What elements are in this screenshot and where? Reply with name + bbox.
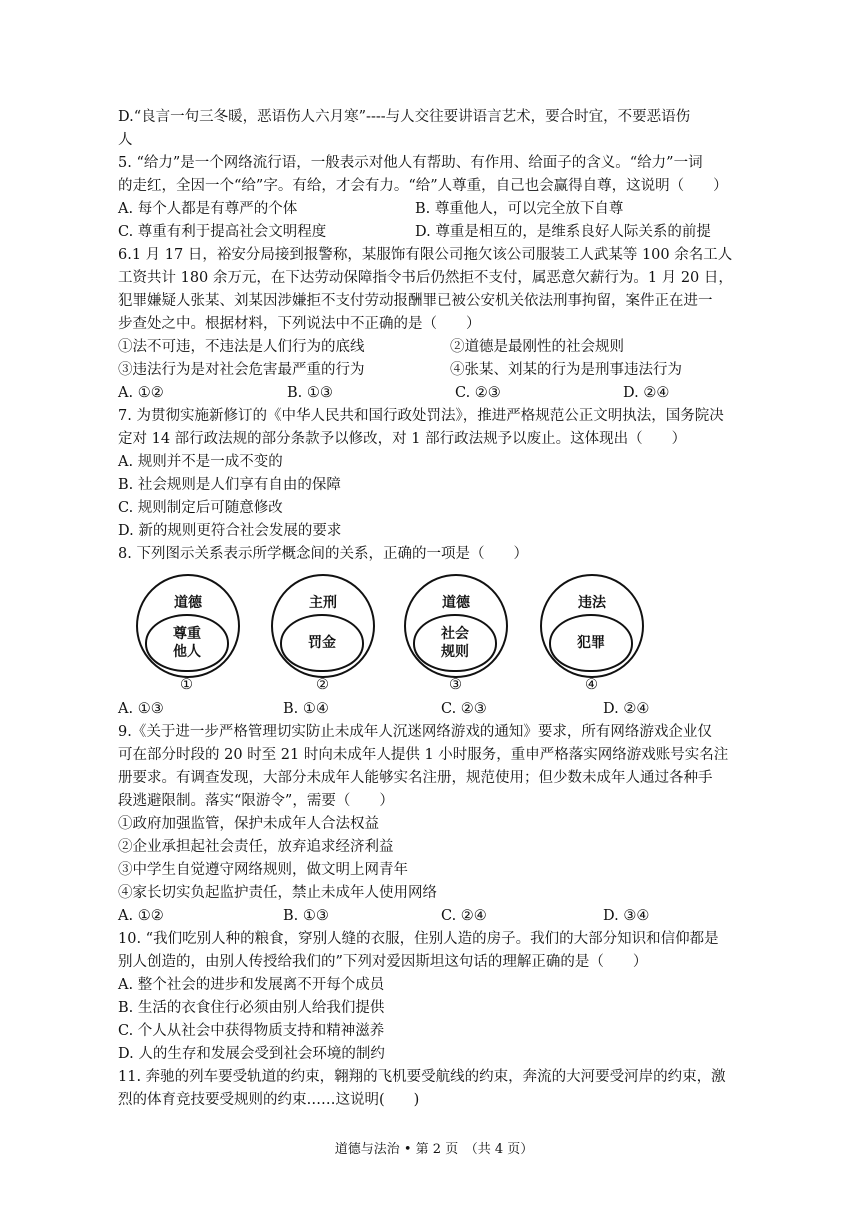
diagram-1-number: ① <box>180 677 193 693</box>
q6-stem-3: 犯罪嫌疑人张某、刘某因涉嫌拒不支付劳动报酬罪已被公安机关依法刑事拘留，案件正在进一 <box>118 293 713 309</box>
diagram-3-outer-label: 道德 <box>442 595 470 611</box>
q6-stem-4: 步查处之中。根据材料，下列说法中不正确的是（ ） <box>118 316 481 332</box>
q5-option-c: C. 尊重有利于提高社会文明程度 <box>118 224 327 240</box>
q8-option-c: C. ②③ <box>441 701 487 717</box>
q9-option-a: A. ①② <box>118 908 164 924</box>
diagram-2-outer-label: 主刑 <box>309 595 337 611</box>
q6-statement-3: ③违法行为是对社会危害最严重的行为 <box>118 362 365 378</box>
q9-stem-3: 册要求。有调查发现，大部分未成年人能够实名注册，规范使用；但少数未成年人通过各种手 <box>118 770 713 786</box>
q9-statement-1: ①政府加强监管，保护未成年人合法权益 <box>118 816 379 832</box>
q6-statement-2: ②道德是最刚性的社会规则 <box>450 339 624 355</box>
q9-stem-2: 可在部分时段的 20 时至 21 时向未成年人提供 1 小时服务，重申严格落实网络游戏账号实名注 <box>118 747 729 763</box>
q9-stem: 9.《关于进一步严格管理切实防止未成年人沉迷网络游戏的通知》要求，所有网络游戏企业仅 <box>118 724 712 740</box>
diagram-4-number: ④ <box>585 677 598 693</box>
diagram-4-inner-label: 犯罪 <box>549 614 633 672</box>
q5-stem: 5. “给力”是一个网络流行语，一般表示对他人有帮助、有作用、给面子的含义。“给力”一词 <box>118 155 703 171</box>
diagram-2-number: ② <box>316 677 329 693</box>
diagram-1 <box>136 574 240 678</box>
q8-option-d: D. ②④ <box>603 701 650 717</box>
q9-statement-4: ④家长切实负起监护责任，禁止未成年人使用网络 <box>118 885 437 901</box>
diagram-3-number: ③ <box>449 677 462 693</box>
q5-option-d: D. 尊重是相互的，是维系良好人际关系的前提 <box>415 224 711 240</box>
q7-option-c: C. 规则制定后可随意修改 <box>118 500 283 516</box>
q10-option-c: C. 个人从社会中获得物质支持和精神滋养 <box>118 1023 385 1039</box>
diagram-4 <box>540 574 644 678</box>
diagram-1-outer-label: 道德 <box>174 595 202 611</box>
diagram-2-inner-label: 罚金 <box>280 614 364 672</box>
q6-option-b: B. ①③ <box>287 385 333 401</box>
q9-option-b: B. ①③ <box>283 908 329 924</box>
q6-option-a: A. ①② <box>118 385 164 401</box>
q9-stem-4: 段逃避限制。落实“限游令”，需要（ ） <box>118 793 394 809</box>
q4-option-d: D.“良言一句三冬暖，恶语伤人六月寒”----与人交往要讲语言艺术，要合时宜，不要恶语伤 <box>118 109 691 125</box>
q9-option-c: C. ②④ <box>441 908 487 924</box>
q10-option-d: D. 人的生存和发展会受到社会环境的制约 <box>118 1046 385 1062</box>
q6-statement-4: ④张某、刘某的行为是刑事违法行为 <box>450 362 682 378</box>
q6-stem: 6.1 月 17 日，裕安分局接到报警称，某服饰有限公司拖欠该公司服装工人武某等 100 余名工人 <box>118 247 733 263</box>
diagram-3-inner-label: 社会 规则 <box>413 614 497 672</box>
q6-option-c: C. ②③ <box>455 385 501 401</box>
q6-statement-1: ①法不可违，不违法是人们行为的底线 <box>118 339 365 355</box>
page-footer: 道德与法治 • 第 2 页 （共 4 页） <box>334 1142 534 1157</box>
q10-option-a: A. 整个社会的进步和发展离不开每个成员 <box>118 977 385 993</box>
diagram-2 <box>271 574 375 678</box>
q7-option-b: B. 社会规则是人们享有自由的保障 <box>118 477 341 493</box>
q9-statement-3: ③中学生自觉遵守网络规则，做文明上网青年 <box>118 862 408 878</box>
q8-option-b: B. ①④ <box>283 701 329 717</box>
q7-option-d: D. 新的规则更符合社会发展的要求 <box>118 523 342 539</box>
q9-option-d: D. ③④ <box>603 908 650 924</box>
q9-statement-2: ②企业承担起社会责任，放弃追求经济利益 <box>118 839 394 855</box>
q8-option-a: A. ①③ <box>118 701 164 717</box>
q7-option-a: A. 规则并不是一成不变的 <box>118 454 283 470</box>
q10-stem-cont: 别人创造的，由别人传授给我们的”下列对爱因斯坦这句话的理解正确的是（ ） <box>118 954 648 970</box>
diagram-1-inner-label: 尊重 他人 <box>145 614 229 672</box>
q11-stem: 11. 奔驰的列车要受轨道的约束，翱翔的飞机要受航线的约束，奔流的大河要受河岸的约束，激 <box>118 1069 726 1085</box>
q10-option-b: B. 生活的衣食住行必须由别人给我们提供 <box>118 1000 385 1016</box>
q10-stem: 10. “我们吃别人种的粮食，穿别人缝的衣服，住别人造的房子。我们的大部分知识和信仰都是 <box>118 931 719 947</box>
q6-option-d: D. ②④ <box>623 385 670 401</box>
diagram-3 <box>404 574 508 678</box>
q4-option-d-cont: 人 <box>118 132 133 148</box>
q7-stem: 7. 为贯彻实施新修订的《中华人民共和国行政处罚法》，推进严格规范公正文明执法，国务院决 <box>118 408 724 424</box>
diagram-4-outer-label: 违法 <box>578 595 606 611</box>
q5-option-a: A. 每个人都是有尊严的个体 <box>118 201 298 217</box>
q8-stem: 8. 下列图示关系表示所学概念间的关系，正确的一项是（ ） <box>118 546 528 562</box>
q7-stem-cont: 定对 14 部行政法规的部分条款予以修改，对 1 部行政法规予以废止。这体现出（ ） <box>118 431 687 447</box>
q6-stem-2: 工资共计 180 余万元，在下达劳动保障指令书后仍然拒不支付，属恶意欠薪行为。1 月 20 日， <box>118 270 733 286</box>
q5-option-b: B. 尊重他人，可以完全放下自尊 <box>415 201 624 217</box>
q11-stem-cont: 烈的体育竞技要受规则的约束……这说明( ) <box>118 1092 420 1108</box>
q5-stem-cont: 的走红，全因一个“给”字。有给，才会有力。“给”人尊重，自己也会赢得自尊，这说明（ ） <box>118 178 728 194</box>
